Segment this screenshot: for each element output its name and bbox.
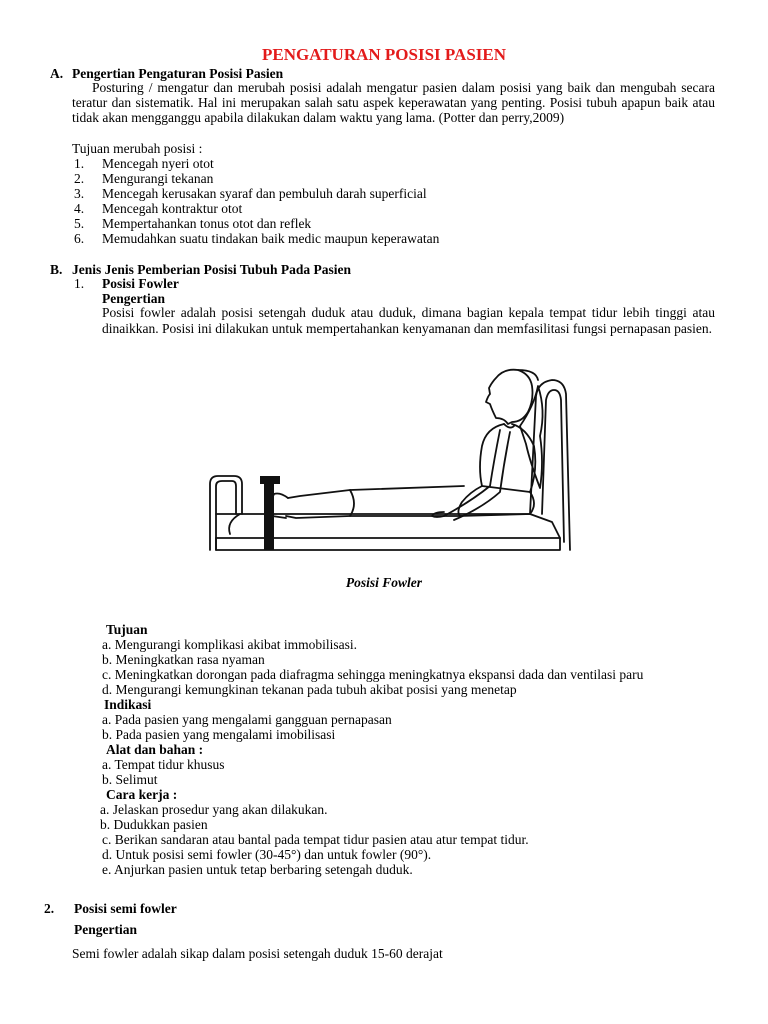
list-item-number: 2.: [74, 171, 85, 186]
semi-fowler-number: 2.: [44, 901, 55, 916]
list-item-number: 1.: [74, 156, 85, 171]
list-item: Mencegah kerusakan syaraf dan pembuluh darah superficial: [102, 186, 427, 201]
semi-fowler-pengertian-text: Semi fowler adalah sikap dalam posisi setengah duduk 15-60 derajat: [72, 946, 443, 961]
fowler-alat-label: Alat dan bahan :: [106, 742, 204, 757]
tujuan-merubah-label: Tujuan merubah posisi :: [72, 141, 203, 156]
section-a-label: A.: [50, 66, 64, 81]
fowler-indikasi-label: Indikasi: [104, 697, 152, 712]
list-item: Mencegah nyeri otot: [102, 156, 214, 171]
fowler-title: Posisi Fowler: [102, 276, 179, 291]
semi-fowler-pengertian-label: Pengertian: [74, 922, 137, 937]
list-item-number: 6.: [74, 231, 85, 246]
section-b-heading: Jenis Jenis Pemberian Posisi Tubuh Pada Pasien: [72, 262, 352, 277]
fowler-position-illustration: [200, 366, 580, 556]
fowler-tujuan-label: Tujuan: [106, 622, 148, 637]
list-item: b. Selimut: [102, 772, 158, 787]
list-item: e. Anjurkan pasien untuk tetap berbaring setengah duduk.: [102, 862, 413, 877]
list-item: Mengurangi tekanan: [102, 171, 214, 186]
list-item: a. Tempat tidur khusus: [102, 757, 225, 772]
fowler-pengertian-label: Pengertian: [102, 291, 165, 306]
list-item-number: 3.: [74, 186, 85, 201]
list-item: c. Berikan sandaran atau bantal pada tempat tidur pasien atau atur tempat tidur.: [102, 832, 529, 847]
fowler-pengertian-text: Posisi fowler adalah posisi setengah duduk atau duduk, dimana bagian kepala tempat tidur lebih tinggi atau dinaikkan. Posisi ini dilakukan untuk mempertahankan kenyamanan dan memfasilitasi fungsi pernapasan pasien.: [102, 305, 715, 336]
list-item: Memudahkan suatu tindakan baik medic maupun keperawatan: [102, 231, 440, 246]
list-item: b. Meningkatkan rasa nyaman: [102, 652, 265, 667]
list-item-number: 4.: [74, 201, 85, 216]
list-item: Mencegah kontraktur otot: [102, 201, 243, 216]
section-a-heading: Pengertian Pengaturan Posisi Pasien: [72, 66, 284, 81]
list-item: b. Dudukkan pasien: [100, 817, 208, 832]
list-item: a. Jelaskan prosedur yang akan dilakukan.: [100, 802, 328, 817]
fowler-cara-label: Cara kerja :: [106, 787, 178, 802]
page-title: PENGATURAN POSISI PASIEN: [261, 45, 507, 64]
figure-caption: Posisi Fowler: [345, 575, 423, 590]
list-item: a. Mengurangi komplikasi akibat immobilisasi.: [102, 637, 357, 652]
list-item: d. Untuk posisi semi fowler (30-45°) dan untuk fowler (90°).: [102, 847, 432, 862]
list-item: Mempertahankan tonus otot dan reflek: [102, 216, 312, 231]
list-item: c. Meningkatkan dorongan pada diafragma sehingga meningkatnya ekspansi dada dan ventilasi paru: [102, 667, 644, 682]
list-item: a. Pada pasien yang mengalami gangguan pernapasan: [102, 712, 392, 727]
list-item: d. Mengurangi kemungkinan tekanan pada tubuh akibat posisi yang menetap: [102, 682, 517, 697]
semi-fowler-title: Posisi semi fowler: [74, 901, 177, 916]
list-item: b. Pada pasien yang mengalami imobilisasi: [102, 727, 336, 742]
list-item-number: 5.: [74, 216, 85, 231]
section-b-label: B.: [50, 262, 63, 277]
fowler-number: 1.: [74, 276, 85, 291]
section-a-paragraph: Posturing / mengatur dan merubah posisi adalah mengatur pasien dalam posisi yang baik dan mengubah secara teratur dan sistematik. Hal ini merupakan salah satu aspek keperawatan yang penting. Posisi tubuh apapun baik atau tidak akan mengganggu apabila dilakukan dalam waktu yang lama. (Potter dan perry,2009): [72, 80, 715, 126]
